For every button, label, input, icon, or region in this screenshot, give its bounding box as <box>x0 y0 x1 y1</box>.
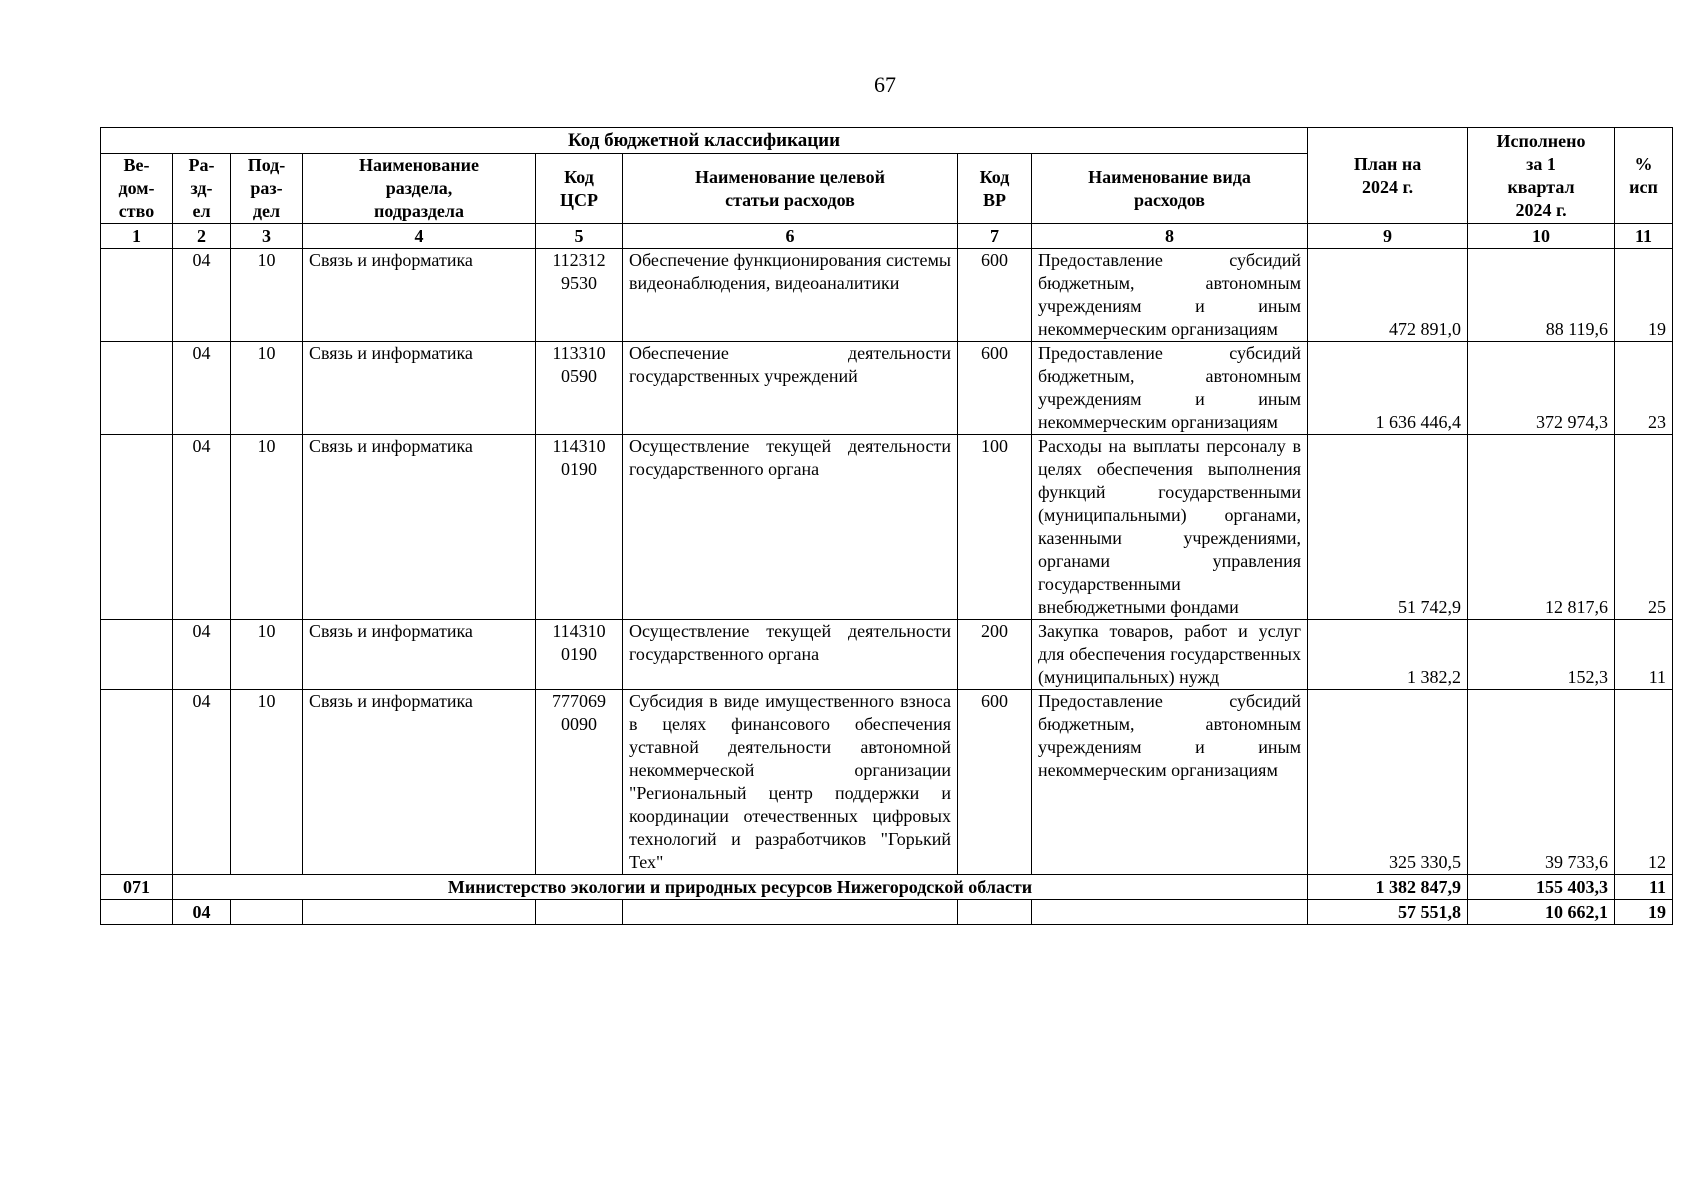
header-razdel: Ра- зд- ел <box>173 154 231 224</box>
header-vr: Код ВР <box>958 154 1032 224</box>
cell-section-name: Связь и информатика <box>303 342 536 435</box>
header-executed: Исполнено за 1 квартал 2024 г. <box>1468 128 1615 224</box>
cell-podrazdel: 10 <box>231 435 303 620</box>
table-row <box>101 435 1673 620</box>
cell-section-name: Связь и информатика <box>303 435 536 620</box>
cell-vedomstvo <box>101 249 173 342</box>
ministry-name: Министерство экологии и природных ресурсов Нижегородской области <box>173 875 1308 900</box>
cell-percent: 19 <box>1615 900 1673 925</box>
cell-razdel: 04 <box>173 690 231 875</box>
table-row <box>101 620 1673 690</box>
cell-target-name: Обеспечение функционирования системы видеонаблюдения, видеоаналитики <box>623 249 958 342</box>
cell-expense-type: Закупка товаров, работ и услуг для обеспечения государственных (муниципальных) нужд <box>1032 620 1308 690</box>
cell-executed: 12 817,6 <box>1468 435 1615 620</box>
cell-target-name: Субсидия в виде имущественного взноса в целях финансового обеспечения уставной деятельности автономной некоммерческой организации "Региональный центр поддержки и координации отечественных цифровых технологий и разработчиков "Горький Тех" <box>623 690 958 875</box>
column-number: 9 <box>1308 224 1468 249</box>
cell-expense-type: Предоставление субсидий бюджетным, автономным учреждениям и иным некоммерческим организациям <box>1032 249 1308 342</box>
cell-podrazdel: 10 <box>231 690 303 875</box>
header-budget-classification: Код бюджетной классификации <box>101 128 1308 154</box>
cell-section-name: Связь и информатика <box>303 690 536 875</box>
cell-csr: 114310 0190 <box>536 435 623 620</box>
header-group-row <box>101 128 1673 154</box>
column-number: 8 <box>1032 224 1308 249</box>
cell-csr: 777069 0090 <box>536 690 623 875</box>
header-csr: Код ЦСР <box>536 154 623 224</box>
cell-csr <box>536 900 623 925</box>
cell-csr: 112312 9530 <box>536 249 623 342</box>
cell-vedomstvo <box>101 342 173 435</box>
cell-plan: 472 891,0 <box>1308 249 1468 342</box>
cell-vr <box>958 900 1032 925</box>
cell-section-name <box>303 900 536 925</box>
column-number: 11 <box>1615 224 1673 249</box>
column-number: 1 <box>101 224 173 249</box>
cell-executed: 155 403,3 <box>1468 875 1615 900</box>
column-number: 3 <box>231 224 303 249</box>
cell-target-name: Осуществление текущей деятельности государственного органа <box>623 620 958 690</box>
header-target-name: Наименование целевой статьи расходов <box>623 154 958 224</box>
cell-percent: 23 <box>1615 342 1673 435</box>
cell-razdel: 04 <box>173 249 231 342</box>
cell-podrazdel: 10 <box>231 620 303 690</box>
cell-podrazdel: 10 <box>231 249 303 342</box>
cell-podrazdel: 10 <box>231 342 303 435</box>
cell-vr: 600 <box>958 249 1032 342</box>
cell-csr: 113310 0590 <box>536 342 623 435</box>
cell-executed: 372 974,3 <box>1468 342 1615 435</box>
column-number: 5 <box>536 224 623 249</box>
page-number: 67 <box>874 72 896 97</box>
budget-execution-table <box>100 127 1673 925</box>
column-number: 7 <box>958 224 1032 249</box>
cell-plan: 1 382 847,9 <box>1308 875 1468 900</box>
cell-plan: 1 636 446,4 <box>1308 342 1468 435</box>
cell-razdel: 04 <box>173 342 231 435</box>
header-vedomstvo: Ве- дом- ство <box>101 154 173 224</box>
cell-percent: 25 <box>1615 435 1673 620</box>
cell-razdel: 04 <box>173 435 231 620</box>
header-percent: % исп <box>1615 128 1673 224</box>
cell-plan: 325 330,5 <box>1308 690 1468 875</box>
cell-section-name: Связь и информатика <box>303 620 536 690</box>
cell-expense-type: Предоставление субсидий бюджетным, автономным учреждениям и иным некоммерческим организациям <box>1032 342 1308 435</box>
cell-csr: 114310 0190 <box>536 620 623 690</box>
cell-target-name: Осуществление текущей деятельности государственного органа <box>623 435 958 620</box>
cell-vr: 600 <box>958 342 1032 435</box>
cell-expense-type: Расходы на выплаты персоналу в целях обеспечения выполнения функций государственными (муниципальными) органами, казенными учреждениями, органами управления государственными внебюджетными фондами <box>1032 435 1308 620</box>
cell-expense-type <box>1032 900 1308 925</box>
column-numbers-row <box>101 224 1673 249</box>
table-row <box>101 690 1673 875</box>
cell-vr: 200 <box>958 620 1032 690</box>
cell-vr: 100 <box>958 435 1032 620</box>
table-row <box>101 249 1673 342</box>
cell-plan: 57 551,8 <box>1308 900 1468 925</box>
column-number: 2 <box>173 224 231 249</box>
cell-vedomstvo <box>101 435 173 620</box>
ministry-total-row <box>101 875 1673 900</box>
cell-podrazdel <box>231 900 303 925</box>
cell-plan: 1 382,2 <box>1308 620 1468 690</box>
cell-vr: 600 <box>958 690 1032 875</box>
cell-target-name <box>623 900 958 925</box>
cell-percent: 19 <box>1615 249 1673 342</box>
cell-percent: 12 <box>1615 690 1673 875</box>
column-number: 10 <box>1468 224 1615 249</box>
header-section-name: Наименование раздела, подраздела <box>303 154 536 224</box>
cell-executed: 39 733,6 <box>1468 690 1615 875</box>
cell-target-name: Обеспечение деятельности государственных учреждений <box>623 342 958 435</box>
section-total-row <box>101 900 1673 925</box>
cell-percent: 11 <box>1615 875 1673 900</box>
cell-vedomstvo <box>101 690 173 875</box>
column-number: 6 <box>623 224 958 249</box>
cell-razdel: 04 <box>173 620 231 690</box>
cell-percent: 11 <box>1615 620 1673 690</box>
column-number: 4 <box>303 224 536 249</box>
header-podrazdel: Под- раз- дел <box>231 154 303 224</box>
cell-razdel: 04 <box>173 900 231 925</box>
cell-executed: 88 119,6 <box>1468 249 1615 342</box>
cell-vedomstvo <box>101 620 173 690</box>
header-plan: План на 2024 г. <box>1308 128 1468 224</box>
cell-executed: 152,3 <box>1468 620 1615 690</box>
cell-section-name: Связь и информатика <box>303 249 536 342</box>
cell-vedomstvo <box>101 900 173 925</box>
header-expense-type: Наименование вида расходов <box>1032 154 1308 224</box>
table-row <box>101 342 1673 435</box>
cell-executed: 10 662,1 <box>1468 900 1615 925</box>
cell-expense-type: Предоставление субсидий бюджетным, автономным учреждениям и иным некоммерческим организациям <box>1032 690 1308 875</box>
cell-plan: 51 742,9 <box>1308 435 1468 620</box>
cell-vedomstvo: 071 <box>101 875 173 900</box>
